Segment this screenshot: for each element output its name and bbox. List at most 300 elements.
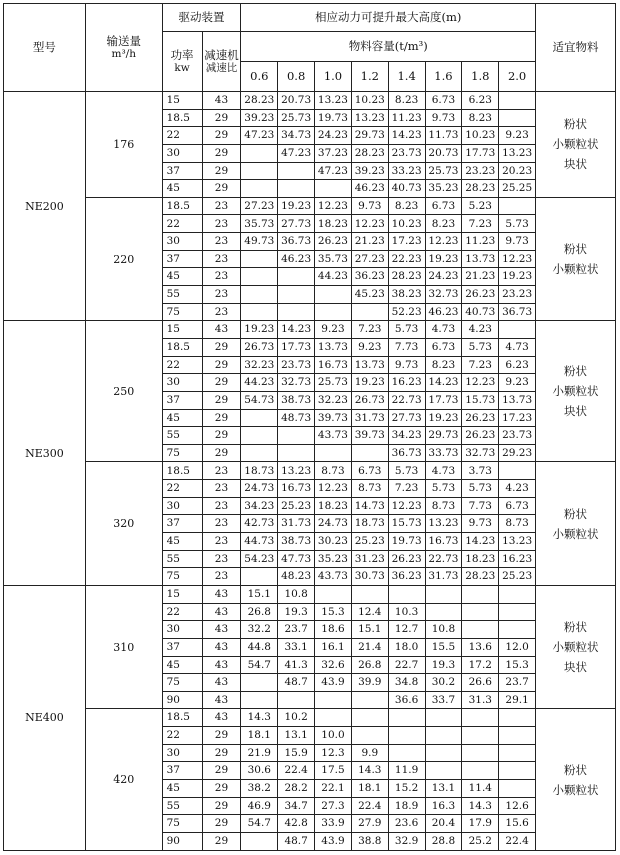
height-value: 17.23	[388, 233, 425, 251]
height-value: 43.73	[315, 427, 352, 445]
power-value: 30	[162, 144, 202, 162]
height-value	[425, 727, 462, 745]
power-value: 18.5	[162, 709, 202, 727]
table-row	[4, 709, 616, 727]
height-value: 44.23	[315, 268, 352, 286]
height-value: 26.73	[241, 338, 278, 356]
height-value: 6.73	[425, 197, 462, 215]
height-value: 25.73	[425, 162, 462, 180]
height-value	[425, 762, 462, 780]
height-value: 22.4	[351, 797, 388, 815]
ratio-value: 29	[202, 427, 241, 445]
header-reducer-ratio: 减速比	[205, 62, 238, 75]
height-value	[241, 144, 278, 162]
height-value: 19.3	[425, 656, 462, 674]
ratio-value: 23	[202, 233, 241, 251]
height-value: 30.23	[315, 533, 352, 551]
material-cell	[536, 92, 616, 198]
height-value: 38.73	[278, 533, 315, 551]
height-value: 43.9	[315, 674, 352, 692]
height-value: 34.8	[388, 674, 425, 692]
height-value: 32.73	[425, 286, 462, 304]
height-value	[388, 709, 425, 727]
height-value: 13.23	[278, 462, 315, 480]
height-value	[462, 585, 499, 603]
height-value: 25.73	[278, 109, 315, 127]
height-value	[278, 691, 315, 709]
height-value	[425, 709, 462, 727]
height-value	[241, 286, 278, 304]
height-value: 5.23	[462, 197, 499, 215]
height-value: 25.2	[462, 832, 499, 850]
material-name: 粉状	[564, 241, 588, 256]
table-row	[4, 197, 616, 215]
height-value	[315, 180, 352, 198]
capacity-value: 220	[85, 197, 162, 320]
height-value: 44.8	[241, 638, 278, 656]
height-value: 21.4	[351, 638, 388, 656]
height-value: 40.73	[388, 180, 425, 198]
height-value: 38.73	[278, 391, 315, 409]
height-value: 22.23	[388, 250, 425, 268]
height-value: 12.23	[425, 233, 462, 251]
height-value: 14.23	[462, 533, 499, 551]
height-value: 12.3	[315, 744, 352, 762]
power-value: 75	[162, 815, 202, 833]
height-value: 17.73	[425, 391, 462, 409]
height-value: 19.73	[388, 533, 425, 551]
height-value	[315, 709, 352, 727]
height-value: 14.3	[462, 797, 499, 815]
ratio-value: 43	[202, 709, 241, 727]
height-value: 13.23	[499, 533, 536, 551]
height-value: 29.73	[351, 127, 388, 145]
ratio-value: 29	[202, 374, 241, 392]
height-value: 13.73	[462, 250, 499, 268]
power-value: 37	[162, 515, 202, 533]
height-value: 22.1	[315, 779, 352, 797]
height-value: 4.23	[499, 480, 536, 498]
height-value: 36.73	[278, 233, 315, 251]
height-value: 26.23	[315, 233, 352, 251]
material-name: 粉状	[564, 364, 588, 379]
height-value: 18.23	[315, 497, 352, 515]
height-value: 18.23	[315, 215, 352, 233]
height-value: 12.23	[499, 250, 536, 268]
height-value: 23.7	[499, 674, 536, 692]
ratio-value: 29	[202, 727, 241, 745]
ratio-value: 23	[202, 268, 241, 286]
height-value: 22.4	[499, 832, 536, 850]
header-capacity	[85, 4, 162, 92]
height-value: 32.6	[315, 656, 352, 674]
height-value: 33.9	[315, 815, 352, 833]
material-cell	[536, 197, 616, 320]
height-value: 8.23	[388, 92, 425, 110]
height-value: 19.23	[425, 250, 462, 268]
height-value: 8.23	[425, 215, 462, 233]
height-value: 30.73	[351, 568, 388, 586]
material-name: 块状	[564, 660, 588, 675]
height-value: 54.7	[241, 815, 278, 833]
height-value: 14.23	[388, 127, 425, 145]
height-value	[499, 744, 536, 762]
height-value: 27.3	[315, 797, 352, 815]
height-value: 20.4	[425, 815, 462, 833]
height-value: 20.23	[499, 162, 536, 180]
height-value: 42.73	[241, 515, 278, 533]
header-power	[162, 32, 202, 92]
height-value: 21.9	[241, 744, 278, 762]
height-value: 10.3	[388, 603, 425, 621]
height-value: 14.23	[278, 321, 315, 339]
height-value	[388, 727, 425, 745]
height-value	[351, 727, 388, 745]
height-value: 10.8	[278, 585, 315, 603]
power-value: 45	[162, 779, 202, 797]
height-value: 39.73	[351, 427, 388, 445]
height-value: 34.23	[241, 497, 278, 515]
height-value: 13.23	[499, 144, 536, 162]
height-value: 17.73	[278, 338, 315, 356]
power-value: 90	[162, 691, 202, 709]
height-value: 7.73	[388, 338, 425, 356]
height-value: 28.23	[388, 268, 425, 286]
height-value: 9.9	[351, 744, 388, 762]
height-value	[241, 250, 278, 268]
height-value: 12.23	[315, 197, 352, 215]
height-value: 32.23	[241, 356, 278, 374]
height-value: 30.2	[425, 674, 462, 692]
height-value: 12.4	[351, 603, 388, 621]
height-value: 15.3	[499, 656, 536, 674]
height-value	[351, 709, 388, 727]
height-value: 36.23	[351, 268, 388, 286]
height-value: 7.73	[462, 497, 499, 515]
height-value	[241, 268, 278, 286]
power-value: 37	[162, 162, 202, 180]
height-value: 28.23	[462, 180, 499, 198]
height-value	[499, 727, 536, 745]
ratio-value: 23	[202, 303, 241, 321]
height-value: 25.23	[351, 533, 388, 551]
height-value: 43.73	[315, 568, 352, 586]
height-value: 48.7	[278, 674, 315, 692]
power-value: 18.5	[162, 338, 202, 356]
height-value: 7.23	[388, 480, 425, 498]
ratio-value: 29	[202, 144, 241, 162]
ratio-value: 29	[202, 797, 241, 815]
height-value: 36.73	[499, 303, 536, 321]
height-value: 19.23	[499, 268, 536, 286]
height-value: 12.23	[462, 374, 499, 392]
height-value: 14.3	[351, 762, 388, 780]
height-value	[241, 303, 278, 321]
height-value: 33.73	[425, 444, 462, 462]
height-value: 14.3	[241, 709, 278, 727]
power-value: 30	[162, 497, 202, 515]
material-name: 粉状	[564, 117, 588, 132]
height-value: 47.23	[241, 127, 278, 145]
header-power-label: 功率	[170, 47, 194, 62]
height-value: 5.73	[425, 480, 462, 498]
height-value: 10.2	[278, 709, 315, 727]
height-value	[351, 585, 388, 603]
height-value: 15.3	[315, 603, 352, 621]
height-value: 33.23	[388, 162, 425, 180]
height-value: 24.73	[315, 515, 352, 533]
height-value: 33.1	[278, 638, 315, 656]
ratio-value: 23	[202, 286, 241, 304]
height-value	[278, 286, 315, 304]
height-value	[278, 162, 315, 180]
height-value: 28.23	[351, 144, 388, 162]
height-value: 5.73	[388, 462, 425, 480]
height-value: 18.6	[315, 621, 352, 639]
height-value: 35.73	[315, 250, 352, 268]
height-value: 23.23	[462, 162, 499, 180]
height-value: 31.73	[278, 515, 315, 533]
ratio-value: 29	[202, 162, 241, 180]
height-value: 13.1	[278, 727, 315, 745]
capacity-value: 310	[85, 585, 162, 708]
height-value: 20.73	[278, 92, 315, 110]
height-value: 18.73	[351, 515, 388, 533]
height-value: 13.73	[315, 338, 352, 356]
power-value: 22	[162, 727, 202, 745]
height-value	[425, 744, 462, 762]
height-value: 28.2	[278, 779, 315, 797]
height-value: 13.23	[351, 109, 388, 127]
height-value: 28.8	[425, 832, 462, 850]
height-value	[315, 303, 352, 321]
height-value	[499, 585, 536, 603]
ratio-value: 43	[202, 621, 241, 639]
height-value	[462, 709, 499, 727]
height-value: 4.73	[499, 338, 536, 356]
height-value: 10.23	[388, 215, 425, 233]
height-value	[278, 303, 315, 321]
height-value: 43.9	[315, 832, 352, 850]
height-value: 11.23	[388, 109, 425, 127]
height-value: 13.1	[425, 779, 462, 797]
height-value: 36.6	[388, 691, 425, 709]
height-value: 11.23	[462, 233, 499, 251]
height-value	[278, 268, 315, 286]
capacity-value: 420	[85, 709, 162, 851]
height-value: 22.7	[388, 656, 425, 674]
height-value: 18.1	[241, 727, 278, 745]
material-name: 粉状	[564, 619, 588, 634]
height-value: 22.4	[278, 762, 315, 780]
height-value: 44.23	[241, 374, 278, 392]
height-value: 35.73	[241, 215, 278, 233]
material-name: 小颗粒状	[552, 640, 599, 655]
height-value: 6.23	[462, 92, 499, 110]
height-value: 7.23	[462, 356, 499, 374]
power-value: 15	[162, 321, 202, 339]
material-name: 小颗粒状	[552, 262, 599, 277]
ratio-value: 29	[202, 338, 241, 356]
height-value: 15.5	[425, 638, 462, 656]
height-value: 9.23	[499, 127, 536, 145]
material-cell	[536, 585, 616, 708]
table-row	[4, 321, 616, 339]
ratio-value: 29	[202, 409, 241, 427]
height-value: 37.23	[315, 144, 352, 162]
height-value: 26.23	[388, 550, 425, 568]
height-value	[499, 321, 536, 339]
height-value: 12.0	[499, 638, 536, 656]
height-value: 4.73	[425, 462, 462, 480]
material-name: 小颗粒状	[552, 782, 599, 797]
height-value: 12.23	[388, 497, 425, 515]
height-value: 11.9	[388, 762, 425, 780]
power-value: 18.5	[162, 197, 202, 215]
height-value: 54.73	[241, 391, 278, 409]
height-value: 23.7	[278, 621, 315, 639]
height-value: 16.73	[278, 480, 315, 498]
table-row	[4, 585, 616, 603]
power-value: 30	[162, 233, 202, 251]
height-value	[241, 832, 278, 850]
height-value	[462, 744, 499, 762]
height-value	[241, 568, 278, 586]
height-value: 19.23	[425, 409, 462, 427]
height-value: 46.23	[278, 250, 315, 268]
ratio-value: 29	[202, 815, 241, 833]
height-value: 16.3	[425, 797, 462, 815]
height-value: 27.73	[278, 215, 315, 233]
height-value	[278, 427, 315, 445]
height-value: 48.73	[278, 409, 315, 427]
height-value: 24.23	[425, 268, 462, 286]
height-value: 32.73	[278, 374, 315, 392]
power-value: 18.5	[162, 109, 202, 127]
power-value: 55	[162, 427, 202, 445]
height-value	[425, 603, 462, 621]
height-value: 36.23	[388, 568, 425, 586]
header-capacity-unit: m³/h	[111, 48, 136, 61]
height-value: 12.23	[351, 215, 388, 233]
height-value: 15.73	[388, 515, 425, 533]
height-value	[278, 180, 315, 198]
header-max-height: 相应动力可提升最大高度(m)	[241, 4, 536, 32]
ratio-value: 23	[202, 533, 241, 551]
height-value	[315, 691, 352, 709]
height-value: 19.73	[315, 109, 352, 127]
height-value	[462, 621, 499, 639]
ratio-value: 43	[202, 585, 241, 603]
height-value: 54.7	[241, 656, 278, 674]
height-value: 6.73	[425, 92, 462, 110]
height-value	[241, 444, 278, 462]
height-value: 20.73	[425, 144, 462, 162]
height-value: 6.23	[499, 356, 536, 374]
height-value: 46.23	[351, 180, 388, 198]
height-value: 38.2	[241, 779, 278, 797]
power-value: 30	[162, 374, 202, 392]
height-value: 4.73	[425, 321, 462, 339]
height-value: 42.8	[278, 815, 315, 833]
height-value: 48.7	[278, 832, 315, 850]
height-value: 10.23	[351, 92, 388, 110]
power-value: 22	[162, 603, 202, 621]
ratio-value: 43	[202, 603, 241, 621]
ratio-value: 23	[202, 497, 241, 515]
height-value: 27.23	[241, 197, 278, 215]
capacity-value: 250	[85, 321, 162, 462]
height-value: 32.2	[241, 621, 278, 639]
ratio-value: 43	[202, 321, 241, 339]
height-value: 29.1	[499, 691, 536, 709]
height-value: 31.23	[351, 550, 388, 568]
material-name: 小颗粒状	[552, 526, 599, 541]
height-value: 26.23	[462, 286, 499, 304]
power-value: 55	[162, 550, 202, 568]
height-value: 36.73	[388, 444, 425, 462]
height-value: 30.6	[241, 762, 278, 780]
height-value: 26.23	[462, 409, 499, 427]
power-value: 22	[162, 356, 202, 374]
height-value: 9.23	[499, 374, 536, 392]
power-value: 15	[162, 585, 202, 603]
power-value: 45	[162, 409, 202, 427]
height-value: 19.23	[278, 197, 315, 215]
height-value: 16.23	[499, 550, 536, 568]
power-value: 30	[162, 621, 202, 639]
table-row	[4, 462, 616, 480]
height-value: 27.9	[351, 815, 388, 833]
ratio-value: 43	[202, 674, 241, 692]
height-value: 28.23	[462, 568, 499, 586]
power-value: 75	[162, 444, 202, 462]
height-value: 18.1	[351, 779, 388, 797]
material-cell	[536, 462, 616, 585]
power-value: 45	[162, 268, 202, 286]
ratio-value: 29	[202, 127, 241, 145]
density-7: 1.8	[462, 62, 499, 92]
height-value: 28.23	[241, 92, 278, 110]
ratio-value: 23	[202, 462, 241, 480]
height-value: 18.73	[241, 462, 278, 480]
ratio-value: 29	[202, 356, 241, 374]
height-value	[241, 162, 278, 180]
height-value: 39.73	[315, 409, 352, 427]
height-value: 52.23	[388, 303, 425, 321]
height-value: 26.73	[351, 391, 388, 409]
material-name: 粉状	[564, 506, 588, 521]
height-value: 13.73	[351, 356, 388, 374]
ratio-value: 29	[202, 391, 241, 409]
power-value: 90	[162, 832, 202, 850]
elevator-spec-table	[3, 3, 616, 851]
power-value: 37	[162, 762, 202, 780]
height-value: 38.23	[388, 286, 425, 304]
ratio-value: 29	[202, 109, 241, 127]
height-value: 41.3	[278, 656, 315, 674]
height-value: 14.73	[351, 497, 388, 515]
height-value	[351, 303, 388, 321]
height-value	[462, 603, 499, 621]
ratio-value: 43	[202, 92, 241, 110]
density-8: 2.0	[499, 62, 536, 92]
height-value: 17.23	[499, 409, 536, 427]
height-value: 18.9	[388, 797, 425, 815]
height-value: 23.73	[499, 427, 536, 445]
height-value	[499, 462, 536, 480]
power-value: 30	[162, 744, 202, 762]
